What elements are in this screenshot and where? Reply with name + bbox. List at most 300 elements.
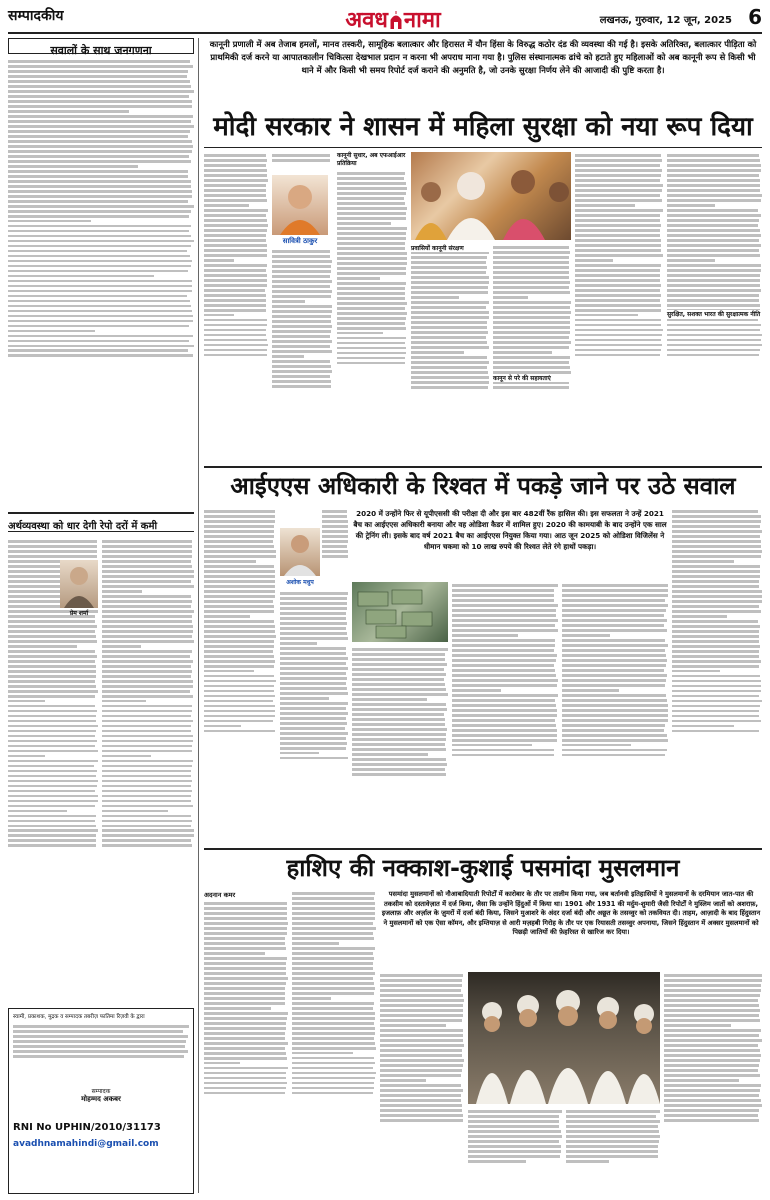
text-line (575, 284, 661, 287)
text-line (8, 90, 194, 93)
text-line (664, 1034, 759, 1037)
text-line (575, 239, 661, 242)
text-line (322, 520, 348, 523)
text-line (672, 600, 762, 603)
paper-name-left: अवध (345, 8, 388, 33)
top-story-col-5 (493, 244, 571, 462)
text-line (204, 174, 267, 177)
text-line (204, 515, 275, 518)
text-line (667, 174, 759, 177)
text-line (664, 1054, 761, 1057)
text-line (672, 655, 759, 658)
text-line (337, 177, 404, 180)
text-line (204, 605, 274, 608)
text-line (280, 707, 346, 710)
text-line (562, 689, 619, 692)
text-line (8, 640, 97, 643)
text-line (664, 1089, 760, 1092)
text-line (13, 1030, 183, 1033)
text-line (411, 296, 459, 299)
text-line (337, 227, 407, 230)
text-line (672, 520, 761, 523)
text-line (337, 307, 405, 310)
text-line (102, 555, 192, 558)
text-line (272, 335, 330, 338)
text-line (380, 1044, 464, 1047)
text-line (280, 662, 346, 665)
text-line (493, 266, 569, 269)
text-line (352, 733, 446, 736)
text-line (280, 637, 348, 640)
text-line (664, 994, 760, 997)
text-line (204, 1092, 285, 1095)
text-line (8, 839, 96, 842)
text-line (292, 937, 374, 940)
text-line (672, 630, 759, 633)
text-line (272, 380, 331, 383)
text-line (352, 703, 446, 706)
text-line (204, 334, 266, 337)
text-line (411, 306, 486, 309)
masthead-logo (308, 4, 478, 32)
text-line (204, 982, 286, 985)
text-line (664, 1099, 761, 1102)
text-line (566, 1140, 659, 1143)
text-line (380, 1029, 463, 1032)
text-line (102, 735, 193, 738)
text-line (272, 375, 330, 378)
text-line (452, 689, 501, 692)
text-line (292, 1057, 374, 1060)
text-line (493, 316, 570, 319)
text-line (380, 1049, 462, 1052)
text-line (562, 749, 667, 752)
ias-col-5 (562, 582, 668, 844)
text-line (102, 665, 191, 668)
text-line (8, 320, 193, 323)
text-line (667, 349, 760, 352)
text-line (204, 957, 287, 960)
census-heading: सवालों के साथ जनगणना (50, 44, 152, 57)
text-line (566, 1150, 658, 1153)
text-line (13, 1035, 188, 1038)
text-line (411, 341, 487, 344)
text-line (102, 810, 168, 813)
text-line (280, 632, 347, 635)
text-line (8, 260, 192, 263)
text-line (204, 720, 273, 723)
text-line (562, 684, 665, 687)
text-line (8, 550, 97, 553)
text-line (292, 1017, 375, 1020)
text-line (204, 254, 267, 257)
text-line (337, 222, 391, 225)
text-line (204, 1037, 285, 1040)
text-line (380, 1034, 463, 1037)
text-line (204, 1007, 271, 1010)
text-line (204, 962, 286, 965)
text-line (8, 265, 191, 268)
text-line (204, 1067, 288, 1070)
text-line (575, 294, 661, 297)
text-line (204, 912, 287, 915)
text-line (566, 1130, 659, 1133)
text-line (452, 724, 556, 727)
text-line (280, 647, 346, 650)
text-line (102, 570, 194, 573)
text-line (280, 642, 317, 645)
text-line (8, 345, 194, 348)
top-story-author: सावित्री ठाकुर (282, 237, 318, 245)
text-line (8, 780, 98, 783)
text-line (452, 619, 558, 622)
text-line (13, 1055, 184, 1058)
text-line (575, 279, 660, 282)
text-line (380, 1099, 461, 1102)
text-line (667, 189, 760, 192)
text-line (664, 1084, 761, 1087)
text-line (102, 720, 193, 723)
text-line (380, 979, 462, 982)
text-line (292, 1052, 353, 1055)
text-line (292, 917, 375, 920)
ias-photo-cash (352, 582, 448, 642)
text-line (672, 695, 759, 698)
text-line (562, 739, 668, 742)
ias-col-3 (352, 646, 448, 844)
text-line (575, 189, 662, 192)
text-line (102, 844, 192, 847)
text-line (562, 584, 668, 587)
text-line (575, 159, 662, 162)
text-line (292, 1027, 375, 1030)
text-line (575, 264, 661, 267)
text-line (204, 309, 266, 312)
text-line (452, 644, 555, 647)
text-line (575, 169, 662, 172)
text-line (204, 179, 268, 182)
text-line (337, 357, 405, 360)
text-line (102, 775, 191, 778)
text-line (337, 287, 405, 290)
text-line (204, 530, 274, 533)
text-line (575, 229, 660, 232)
text-line (411, 266, 487, 269)
text-line (337, 207, 407, 210)
text-line (292, 1092, 373, 1095)
text-line (468, 1115, 559, 1118)
text-line (452, 669, 555, 672)
text-line (8, 680, 95, 683)
text-line (204, 585, 275, 588)
text-line (493, 306, 570, 309)
text-line (8, 675, 96, 678)
text-line (672, 710, 759, 713)
text-line (204, 304, 266, 307)
text-line (667, 204, 715, 207)
text-line (672, 675, 760, 678)
text-line (102, 580, 191, 583)
text-line (272, 295, 331, 298)
text-line (292, 952, 373, 955)
text-line (102, 690, 190, 693)
text-line (664, 984, 761, 987)
text-line (380, 1084, 461, 1087)
text-line (292, 932, 373, 935)
text-line (8, 555, 97, 558)
text-line (8, 245, 191, 248)
text-line (493, 336, 569, 339)
text-line (493, 346, 569, 349)
text-line (672, 565, 760, 568)
text-line (672, 550, 762, 553)
text-line (8, 750, 98, 753)
text-line (204, 1062, 240, 1065)
text-line (664, 1064, 759, 1067)
ias-deck: 2020 में उन्होंने फिर से यूपीएससी की परीक्षा दी और इस बार 482वीं रैंक हासिल की। इस सफलता ने उन्हें 2021 बैच का आईएएस अधिकारी बनाया और वह ओडिशा कैडर में शामिल हुए। 2020 की कामयाबी के बाद उन्होंने एक साल की ट्रेनिंग ली। इसके बाद वर्ष 2021 बैच का आईएएस नियुक्त किया गया। आठ जून 2025 को ओडिशा विजिलेंस ने धीमान चकमा को 10 लाख रुपये की रिश्वत लेते रंगे हाथों पकड़ा। (353, 509, 667, 551)
text-line (493, 311, 571, 314)
text-line (672, 715, 759, 718)
text-line (667, 244, 761, 247)
text-line (204, 1042, 288, 1045)
text-line (566, 1125, 658, 1128)
text-line (452, 604, 558, 607)
text-line (672, 595, 762, 598)
text-line (672, 635, 759, 638)
text-line (204, 284, 267, 287)
text-line (102, 730, 191, 733)
text-line (204, 229, 267, 232)
text-line (493, 291, 570, 294)
text-line (204, 294, 266, 297)
text-line (102, 745, 192, 748)
text-line (8, 730, 96, 733)
text-line (102, 680, 193, 683)
text-line (204, 705, 275, 708)
text-line (337, 217, 406, 220)
text-line (664, 1109, 759, 1112)
text-line (8, 135, 188, 138)
text-line (204, 680, 276, 683)
text-line (322, 550, 348, 553)
text-line (8, 275, 154, 278)
text-line (8, 700, 45, 703)
text-line (337, 292, 405, 295)
text-line (452, 584, 558, 587)
text-line (8, 145, 193, 148)
muslim-author: अदनान कमर (204, 891, 236, 899)
text-line (8, 70, 188, 73)
text-line (8, 540, 97, 543)
top-story-col-1 (204, 152, 268, 462)
top-story-deck: कानूनी प्रणाली में अब तेजाब हमलों, मानव तस्करी, सामूहिक बलात्कार और हिरासत में यौन हिंसा के विरुद्ध कठोर दंड की व्यवस्था की गई है। इसके अतिरिक्त, बलात्कार पीड़िता को प्राथमिकी दर्ज करने या आपातकालीन चिकित्सा देखभाल प्रदान न करना भी अपराध माना गया है। पुलिस संस्थानात्मक ढांचे को हटाते हुए महिलाओं को अब कानूनी रूप से किसी भी थाने में और किसी भी समय रिपोर्ट दर्ज कराने की अनुमति है, जो उनके सुरक्षा निर्णय लेने की आजादी की पुष्टि करता है। (209, 39, 757, 75)
top-story-subhead-4: सुरक्षित, सशक्त भारत की सुरक्षात्मक नीति (667, 311, 761, 318)
text-line (667, 259, 715, 262)
text-line (204, 279, 267, 282)
text-line (280, 722, 347, 725)
text-line (452, 749, 554, 752)
text-line (292, 1082, 374, 1085)
text-line (672, 530, 762, 533)
top-story-rule (204, 147, 762, 148)
text-line (8, 660, 95, 663)
text-line (13, 1050, 188, 1053)
text-line (664, 1039, 762, 1042)
text-line (204, 650, 273, 653)
text-line (411, 351, 464, 354)
text-line (272, 340, 332, 343)
text-line (411, 331, 488, 334)
text-line (322, 540, 348, 543)
text-line (272, 320, 331, 323)
text-line (493, 341, 571, 344)
text-line (575, 164, 660, 167)
text-line (562, 679, 666, 682)
text-line (8, 655, 97, 658)
text-line (8, 844, 96, 847)
text-line (452, 734, 557, 737)
text-line (667, 169, 761, 172)
text-line (452, 714, 557, 717)
text-line (672, 575, 760, 578)
text-line (575, 249, 661, 252)
text-line (102, 540, 192, 543)
text-line (8, 175, 188, 178)
text-line (380, 1014, 463, 1017)
text-line (8, 785, 97, 788)
text-line (204, 540, 273, 543)
text-line (380, 999, 464, 1002)
text-line (493, 256, 569, 259)
text-line (204, 997, 285, 1000)
top-story-col-3 (337, 170, 407, 462)
text-line (562, 709, 668, 712)
text-line (204, 354, 267, 357)
text-line (664, 1029, 761, 1032)
text-line (292, 892, 375, 895)
text-line (204, 690, 274, 693)
text-line (337, 342, 405, 345)
text-line (204, 907, 287, 910)
text-line (562, 714, 668, 717)
text-line (380, 1094, 461, 1097)
muslim-deck: पसमांदा मुसलमानों को नौआबादियाती रिपोर्टों में कारोबार के तौर पर तालीम किया गया, जब बर्तानवी इतिहासियों ने मुसलमानों के दरमियान जात-पात की तकसीम को दस्तावेज़ात में दर्ज किया, जैसा कि उन्होंने हिंदुओं में किया था। 1901 और 1931 की मर्दुम-शुमारी जैसी रिपोर्टों ने मुस्लिम जातों को अशराफ़, इजलाफ़ और अर्ज़ाल के ज़ुमरों में दर्जा बंदी किया, जिसने मुआशरे के अंदर दर्जा बंदी और अछूत के तसव्वुर को तकवियत दी। ताहम, आज़ादी के बाद हिंदुस्तान ने मुसलमानों को एक ऐसा कॉमन, और इम्तियाज़ से आरी मज़हबी गिरोह के तौर पर एक रियासती तसव्वुर अपनाया, जिसने हिंदुस्तान में अक्सर मुसलमानों को पिछड़ी जातियों की फ़ेहरिस्त से खारिज कर दिया। (381, 890, 761, 937)
text-line (411, 271, 486, 274)
text-line (337, 332, 383, 335)
text-line (102, 790, 192, 793)
text-line (272, 310, 332, 313)
text-line (8, 285, 192, 288)
text-line (272, 345, 330, 348)
text-line (292, 927, 376, 930)
text-line (575, 254, 663, 257)
text-line (493, 321, 570, 324)
text-line (280, 742, 347, 745)
text-line (664, 1069, 758, 1072)
text-line (337, 297, 405, 300)
text-line (8, 160, 191, 163)
text-line (8, 240, 194, 243)
muslim-headline: हाशिए की नक्काश-कुशाई पसमांदा मुसलमान (286, 854, 680, 882)
text-line (667, 324, 761, 327)
text-line (667, 334, 762, 337)
text-line (204, 520, 275, 523)
text-line (204, 565, 274, 568)
text-line (452, 659, 556, 662)
text-line (672, 525, 760, 528)
text-line (380, 1089, 463, 1092)
text-line (575, 209, 663, 212)
text-line (8, 740, 97, 743)
text-line (562, 669, 664, 672)
text-line (575, 324, 661, 327)
text-line (204, 665, 274, 668)
text-line (452, 719, 555, 722)
text-line (664, 1104, 762, 1107)
text-line (204, 1077, 286, 1080)
text-line (204, 535, 274, 538)
text-line (272, 360, 330, 363)
text-line (672, 540, 761, 543)
text-line (272, 325, 332, 328)
text-line (380, 1004, 463, 1007)
text-line (667, 339, 761, 342)
text-line (204, 319, 267, 322)
text-line (204, 625, 275, 628)
economy-heading-box (8, 512, 194, 532)
text-line (102, 655, 190, 658)
text-line (8, 325, 189, 328)
text-line (204, 902, 287, 905)
text-line (672, 725, 734, 728)
text-line (575, 289, 660, 292)
text-line (337, 172, 405, 175)
text-line (204, 710, 275, 713)
text-line (667, 194, 762, 197)
text-line (8, 205, 194, 208)
text-line (280, 732, 348, 735)
text-line (352, 688, 446, 691)
text-line (493, 361, 569, 364)
text-line (292, 992, 374, 995)
text-line (380, 1119, 463, 1122)
text-line (672, 605, 759, 608)
text-line (8, 85, 191, 88)
text-line (204, 937, 285, 940)
text-line (204, 685, 274, 688)
text-line (667, 274, 760, 277)
text-line (292, 987, 375, 990)
text-line (667, 154, 759, 157)
text-line (204, 595, 275, 598)
text-line (292, 897, 374, 900)
text-line (337, 192, 406, 195)
text-line (452, 754, 554, 757)
text-line (493, 261, 569, 264)
text-line (468, 1120, 559, 1123)
top-story-subhead-3: कानून से परे की सहायताएं (493, 374, 571, 382)
text-line (664, 1094, 759, 1097)
text-line (204, 289, 265, 292)
text-line (8, 290, 192, 293)
text-line (272, 290, 332, 293)
text-line (575, 339, 661, 342)
text-line (664, 1004, 759, 1007)
text-line (272, 270, 331, 273)
text-line (102, 760, 193, 763)
text-line (322, 525, 348, 528)
text-line (575, 344, 662, 347)
